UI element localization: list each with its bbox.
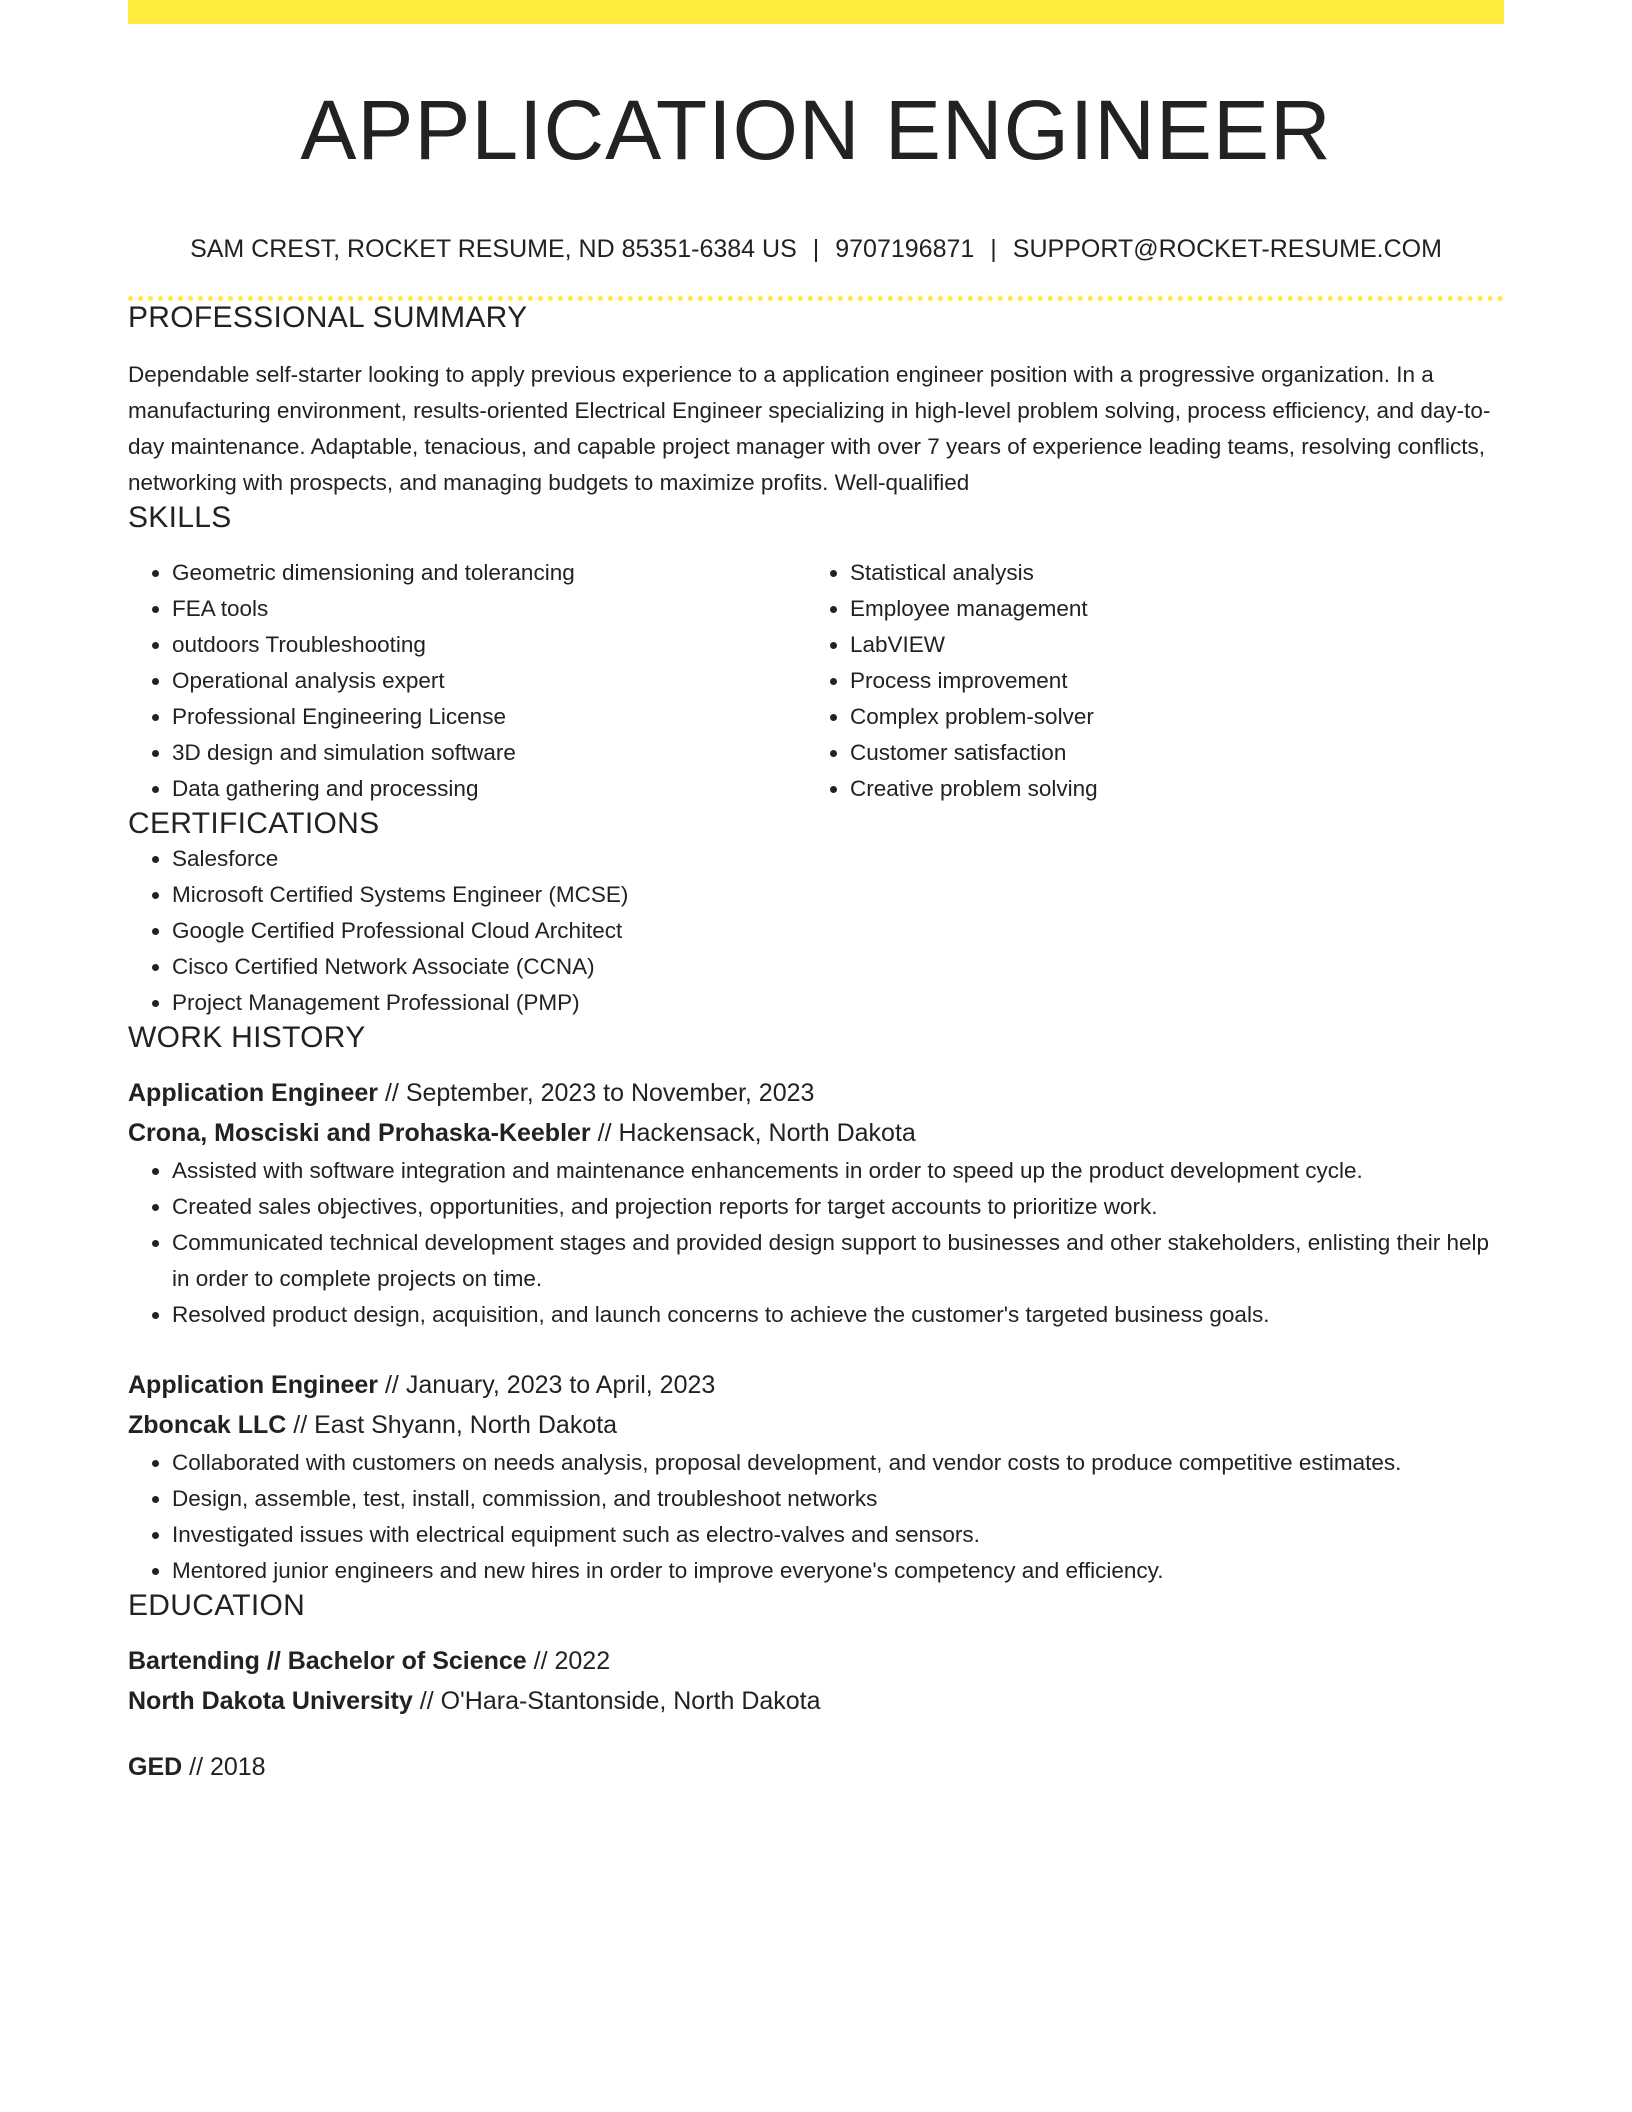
- job-bullet: • Mentored junior engineers and new hires in order to improve everyone's competency and efficiency.: [172, 1553, 1504, 1589]
- job-entry: [128, 1365, 1504, 1589]
- skill-item: • Complex problem-solver: [850, 699, 1484, 735]
- skill-item: • Statistical analysis: [850, 555, 1484, 591]
- certification-item: • Project Management Professional (PMP): [172, 985, 1504, 1021]
- job-title: Application Engineer: [128, 1371, 379, 1400]
- skill-item: • Professional Engineering License: [172, 699, 806, 735]
- certification-item: • Microsoft Certified Systems Engineer (MCSE): [172, 877, 1504, 913]
- contact-email: SUPPORT@ROCKET-RESUME.COM: [1012, 235, 1442, 264]
- school-location: // O'Hara-Stantonside, North Dakota: [412, 1687, 821, 1716]
- skill-item: • Creative problem solving: [850, 771, 1484, 807]
- resume-title: APPLICATION ENGINEER: [300, 83, 1332, 177]
- skill-item: • Customer satisfaction: [850, 735, 1484, 771]
- job-entry: [128, 1073, 1504, 1333]
- skills-heading: SKILLS: [128, 501, 232, 535]
- skills-column-right: [806, 555, 1484, 807]
- degree-line: [128, 1641, 1504, 1681]
- job-bullet: • Design, assemble, test, install, commission, and troubleshoot networks: [172, 1481, 1504, 1517]
- education-entry: [128, 1747, 1504, 1787]
- certifications-list: [128, 841, 1504, 1021]
- skills-column-left: [128, 555, 806, 807]
- school-line: [128, 1681, 1504, 1721]
- job-title: Application Engineer: [128, 1079, 379, 1108]
- job-bullets: [128, 1445, 1504, 1589]
- certification-item: • Salesforce: [172, 841, 1504, 877]
- contact-separator: |: [990, 235, 997, 264]
- contact-separator: |: [812, 235, 820, 264]
- skills-section: [128, 501, 1504, 807]
- job-company-line: [128, 1113, 1504, 1153]
- skill-item: • Process improvement: [850, 663, 1484, 699]
- work-history-section: [128, 1021, 1504, 1589]
- contact-address: SAM CREST, ROCKET RESUME, ND 85351-6384 US: [190, 235, 797, 264]
- job-bullet: • Assisted with software integration and maintenance enhancements in order to speed up the product development cycle.: [172, 1153, 1504, 1189]
- summary-heading: PROFESSIONAL SUMMARY: [128, 301, 528, 335]
- resume-page: [128, 0, 1504, 1787]
- contact-line: [128, 234, 1504, 264]
- job-location: // East Shyann, North Dakota: [286, 1411, 618, 1440]
- summary-section: [128, 301, 1504, 501]
- job-location: // Hackensack, North Dakota: [590, 1119, 916, 1148]
- skill-item: • Operational analysis expert: [172, 663, 806, 699]
- job-company-line: [128, 1405, 1504, 1445]
- skills-columns: [128, 555, 1504, 807]
- skill-item: • 3D design and simulation software: [172, 735, 806, 771]
- job-bullets: [128, 1153, 1504, 1333]
- job-title-line: [128, 1365, 1504, 1405]
- job-company: Crona, Mosciski and Prohaska-Keebler: [128, 1119, 591, 1148]
- degree: Bartending // Bachelor of Science: [128, 1647, 527, 1676]
- certification-item: • Google Certified Professional Cloud Architect: [172, 913, 1504, 949]
- skill-item: • LabVIEW: [850, 627, 1484, 663]
- job-bullet: • Collaborated with customers on needs analysis, proposal development, and vendor costs to produce competitive estimates.: [172, 1445, 1504, 1481]
- skill-item: • Data gathering and processing: [172, 771, 806, 807]
- top-accent-bar: [128, 0, 1504, 24]
- work-history-heading: WORK HISTORY: [128, 1021, 366, 1055]
- skill-item: • outdoors Troubleshooting: [172, 627, 806, 663]
- degree-year: // 2022: [526, 1647, 611, 1676]
- education-heading: EDUCATION: [128, 1589, 306, 1623]
- job-dates: // January, 2023 to April, 2023: [378, 1371, 716, 1400]
- job-company: Zboncak LLC: [128, 1411, 287, 1440]
- skill-item: • Geometric dimensioning and tolerancing: [172, 555, 806, 591]
- skill-item: • Employee management: [850, 591, 1484, 627]
- education-entry: [128, 1641, 1504, 1721]
- job-dates: // September, 2023 to November, 2023: [378, 1079, 815, 1108]
- contact-phone: 9707196871: [835, 235, 975, 264]
- skill-item: • FEA tools: [172, 591, 806, 627]
- job-bullet: • Created sales objectives, opportunities, and projection reports for target accounts to prioritize work.: [172, 1189, 1504, 1225]
- certification-item: • Cisco Certified Network Associate (CCNA): [172, 949, 1504, 985]
- job-bullet: • Communicated technical development stages and provided design support to businesses and other stakeholders, enlisting their help in order to complete projects on time.: [172, 1225, 1504, 1297]
- degree: GED: [128, 1753, 183, 1782]
- school: North Dakota University: [128, 1687, 413, 1716]
- job-bullet: • Investigated issues with electrical equipment such as electro-valves and sensors.: [172, 1517, 1504, 1553]
- education-section: [128, 1589, 1504, 1787]
- job-title-line: [128, 1073, 1504, 1113]
- certifications-heading: CERTIFICATIONS: [128, 807, 380, 841]
- summary-text: Dependable self-starter looking to apply previous experience to a application engineer position with a progressive organization. In a manufacturing environment, results-oriented Electrical Engineer specializing in high-level problem solving, process efficiency, and day-to-day maintenance. Adaptable, tenacious, and capable project manager with over 7 years of experience leading teams, resolving conflicts, networking with prospects, and managing budgets to maximize profits. Well-qualified: [128, 362, 1491, 496]
- degree-year: // 2018: [182, 1753, 266, 1782]
- degree-line: [128, 1747, 1504, 1787]
- certifications-section: [128, 807, 1504, 1021]
- job-bullet: • Resolved product design, acquisition, and launch concerns to achieve the customer's targeted business goals.: [172, 1297, 1504, 1333]
